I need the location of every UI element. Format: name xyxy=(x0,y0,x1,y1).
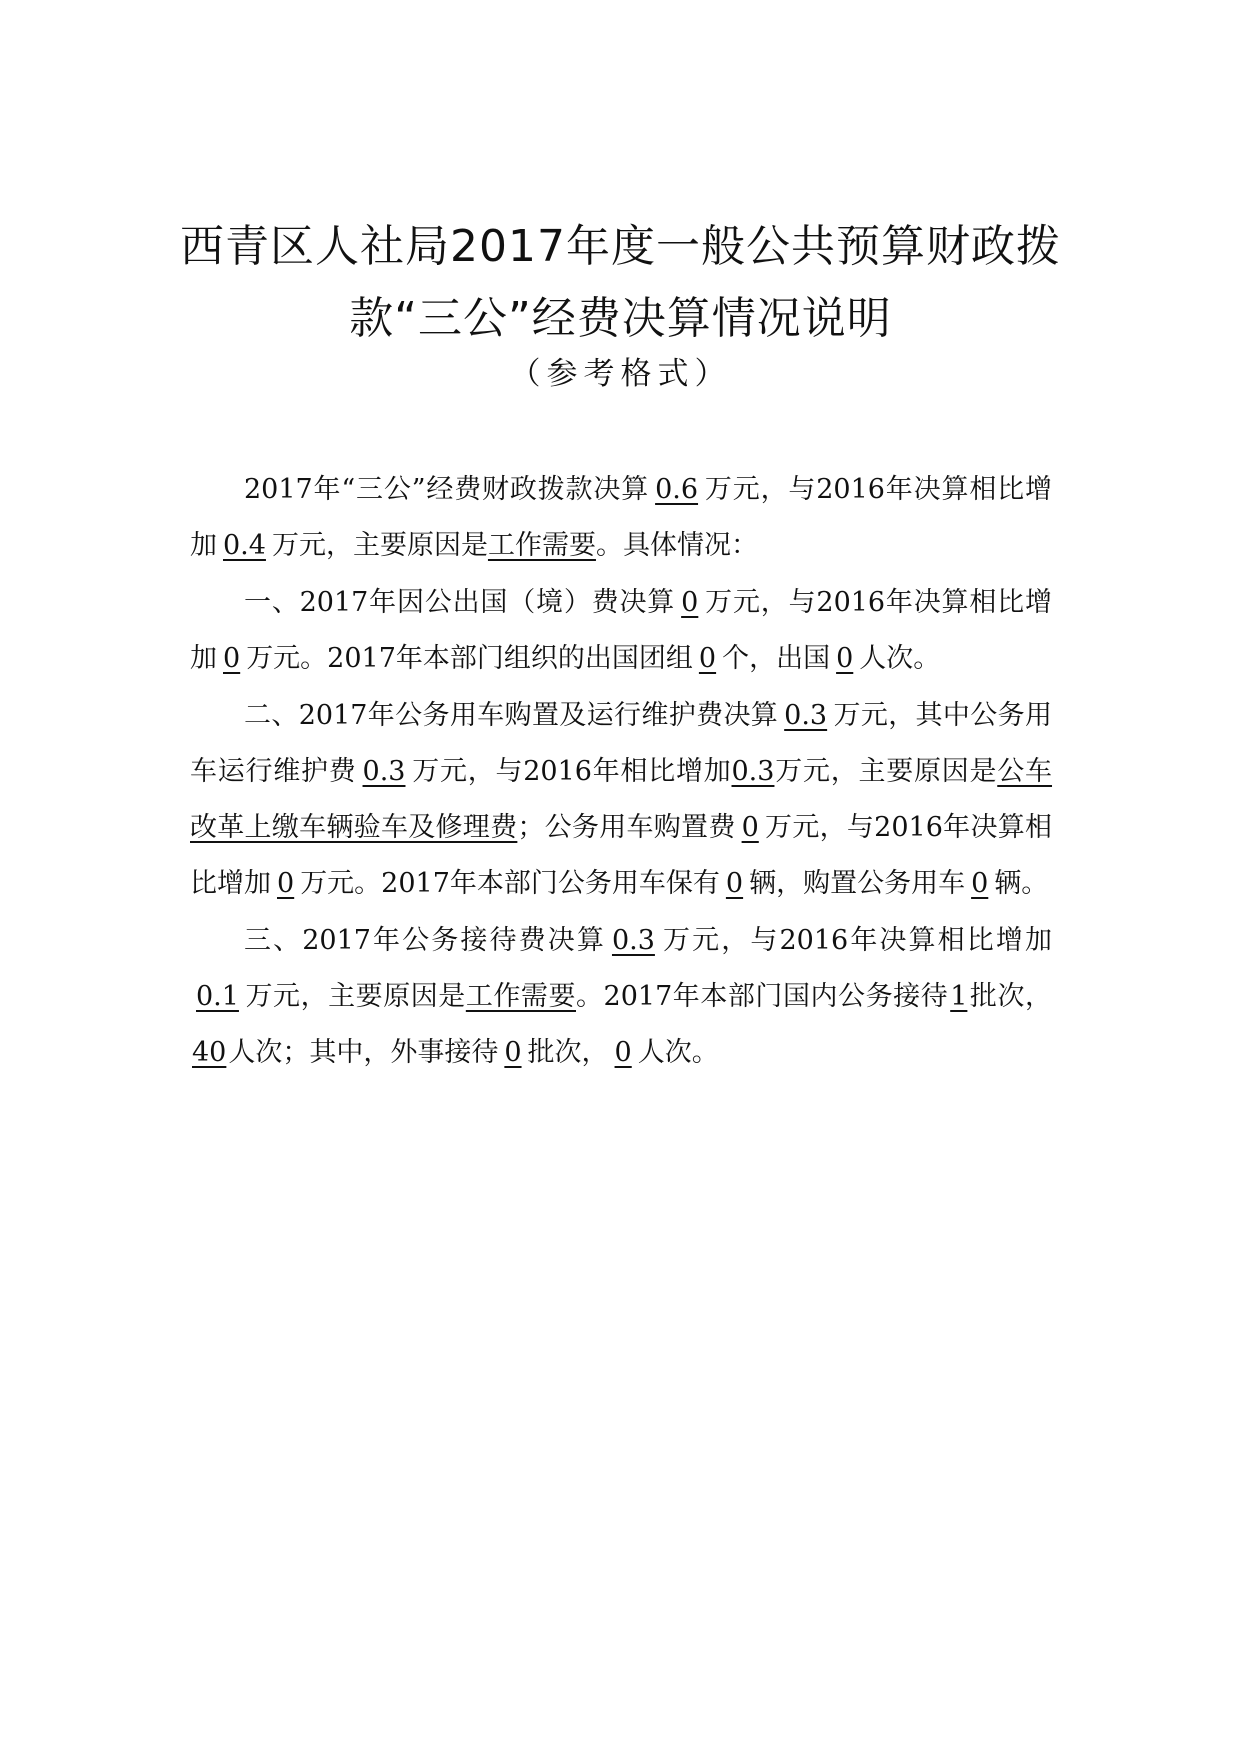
text-segment: 万元，与2016年决算相比增加 xyxy=(190,587,1052,674)
filled-value: 0.3 xyxy=(611,925,655,956)
filled-value: 公车改革上缴车辆验车及修理费 xyxy=(190,756,1053,843)
text-segment: 批次， xyxy=(969,981,1053,1012)
text-segment: 万元。2017年本部门组织的出国团组 xyxy=(246,643,693,674)
text-segment: 人次。 xyxy=(859,643,941,674)
text-segment: 。2017年本部门国内公务接待 xyxy=(576,981,949,1012)
text-segment: 三、2017年公务接待费决算 xyxy=(244,925,606,956)
filled-value: 0.3 xyxy=(784,700,828,731)
filled-value: 0 xyxy=(223,643,241,674)
paragraph-official-reception xyxy=(190,913,1052,1081)
text-segment: 万元，其中公务用车运行维护费 xyxy=(190,700,1052,787)
document-title-line-2: 款“三公”经费决算情况说明 xyxy=(349,293,892,344)
filled-value: 0.4 xyxy=(223,530,266,561)
filled-value: 0 xyxy=(504,1037,522,1068)
text-segment: 2017年“三公”经费财政拨款决算 xyxy=(244,474,650,505)
document-subtitle: （参考格式） xyxy=(509,356,732,392)
text-segment: 人次。 xyxy=(637,1037,719,1068)
filled-value: 0 xyxy=(614,1037,632,1068)
text-segment: 个，出国 xyxy=(722,643,831,674)
filled-value: 0 xyxy=(725,868,744,899)
text-segment: 人次；其中，外事接待 xyxy=(228,1037,499,1068)
document-title-line-1: 西青区人社局2017年度一般公共预算财政拨 xyxy=(180,221,1061,272)
text-segment: 批次， xyxy=(527,1037,609,1068)
text-segment: 辆，购置公务用车 xyxy=(749,868,966,899)
filled-value: 40 xyxy=(192,1037,227,1068)
text-segment: 。具体情况： xyxy=(595,530,758,561)
filled-value: 0 xyxy=(836,643,854,674)
text-segment: ；公务用车购置费 xyxy=(517,812,736,843)
text-segment: 万元，与2016年决算相比增加 xyxy=(190,474,1052,561)
filled-value: 0.3 xyxy=(362,756,406,787)
text-segment: 二、2017年公务用车购置及运行维护费决算 xyxy=(244,700,779,731)
filled-value: 0.1 xyxy=(196,981,239,1012)
text-segment: 万元，与2016年决算相比增加 xyxy=(190,812,1053,899)
filled-value: 0 xyxy=(681,587,699,618)
filled-value: 工作需要 xyxy=(487,530,596,561)
paragraph-overseas-travel xyxy=(190,575,1052,687)
text-segment: 万元，主要原因是 xyxy=(244,981,466,1012)
paragraph-official-vehicles xyxy=(190,688,1052,912)
filled-value: 0 xyxy=(741,812,759,843)
document-body xyxy=(190,462,1052,1082)
filled-value: 0 xyxy=(277,868,295,899)
text-segment: 万元，主要原因是 xyxy=(774,756,998,787)
filled-value: 0.3 xyxy=(731,756,775,787)
filled-value: 0 xyxy=(971,868,989,899)
text-segment: 一、2017年因公出国（境）费决算 xyxy=(244,587,676,618)
paragraph-summary xyxy=(190,462,1052,574)
filled-value: 0 xyxy=(698,643,717,674)
text-segment: 万元。2017年本部门公务用车保有 xyxy=(300,868,720,899)
text-segment: 万元，与2016年相比增加 xyxy=(411,756,732,787)
text-segment: 万元，与2016年决算相比增加 xyxy=(660,925,1052,956)
text-segment: 辆。 xyxy=(994,868,1049,899)
filled-value: 1 xyxy=(950,981,968,1012)
filled-value: 工作需要 xyxy=(465,981,576,1012)
filled-value: 0.6 xyxy=(655,474,699,505)
text-segment: 万元，主要原因是 xyxy=(271,530,488,561)
